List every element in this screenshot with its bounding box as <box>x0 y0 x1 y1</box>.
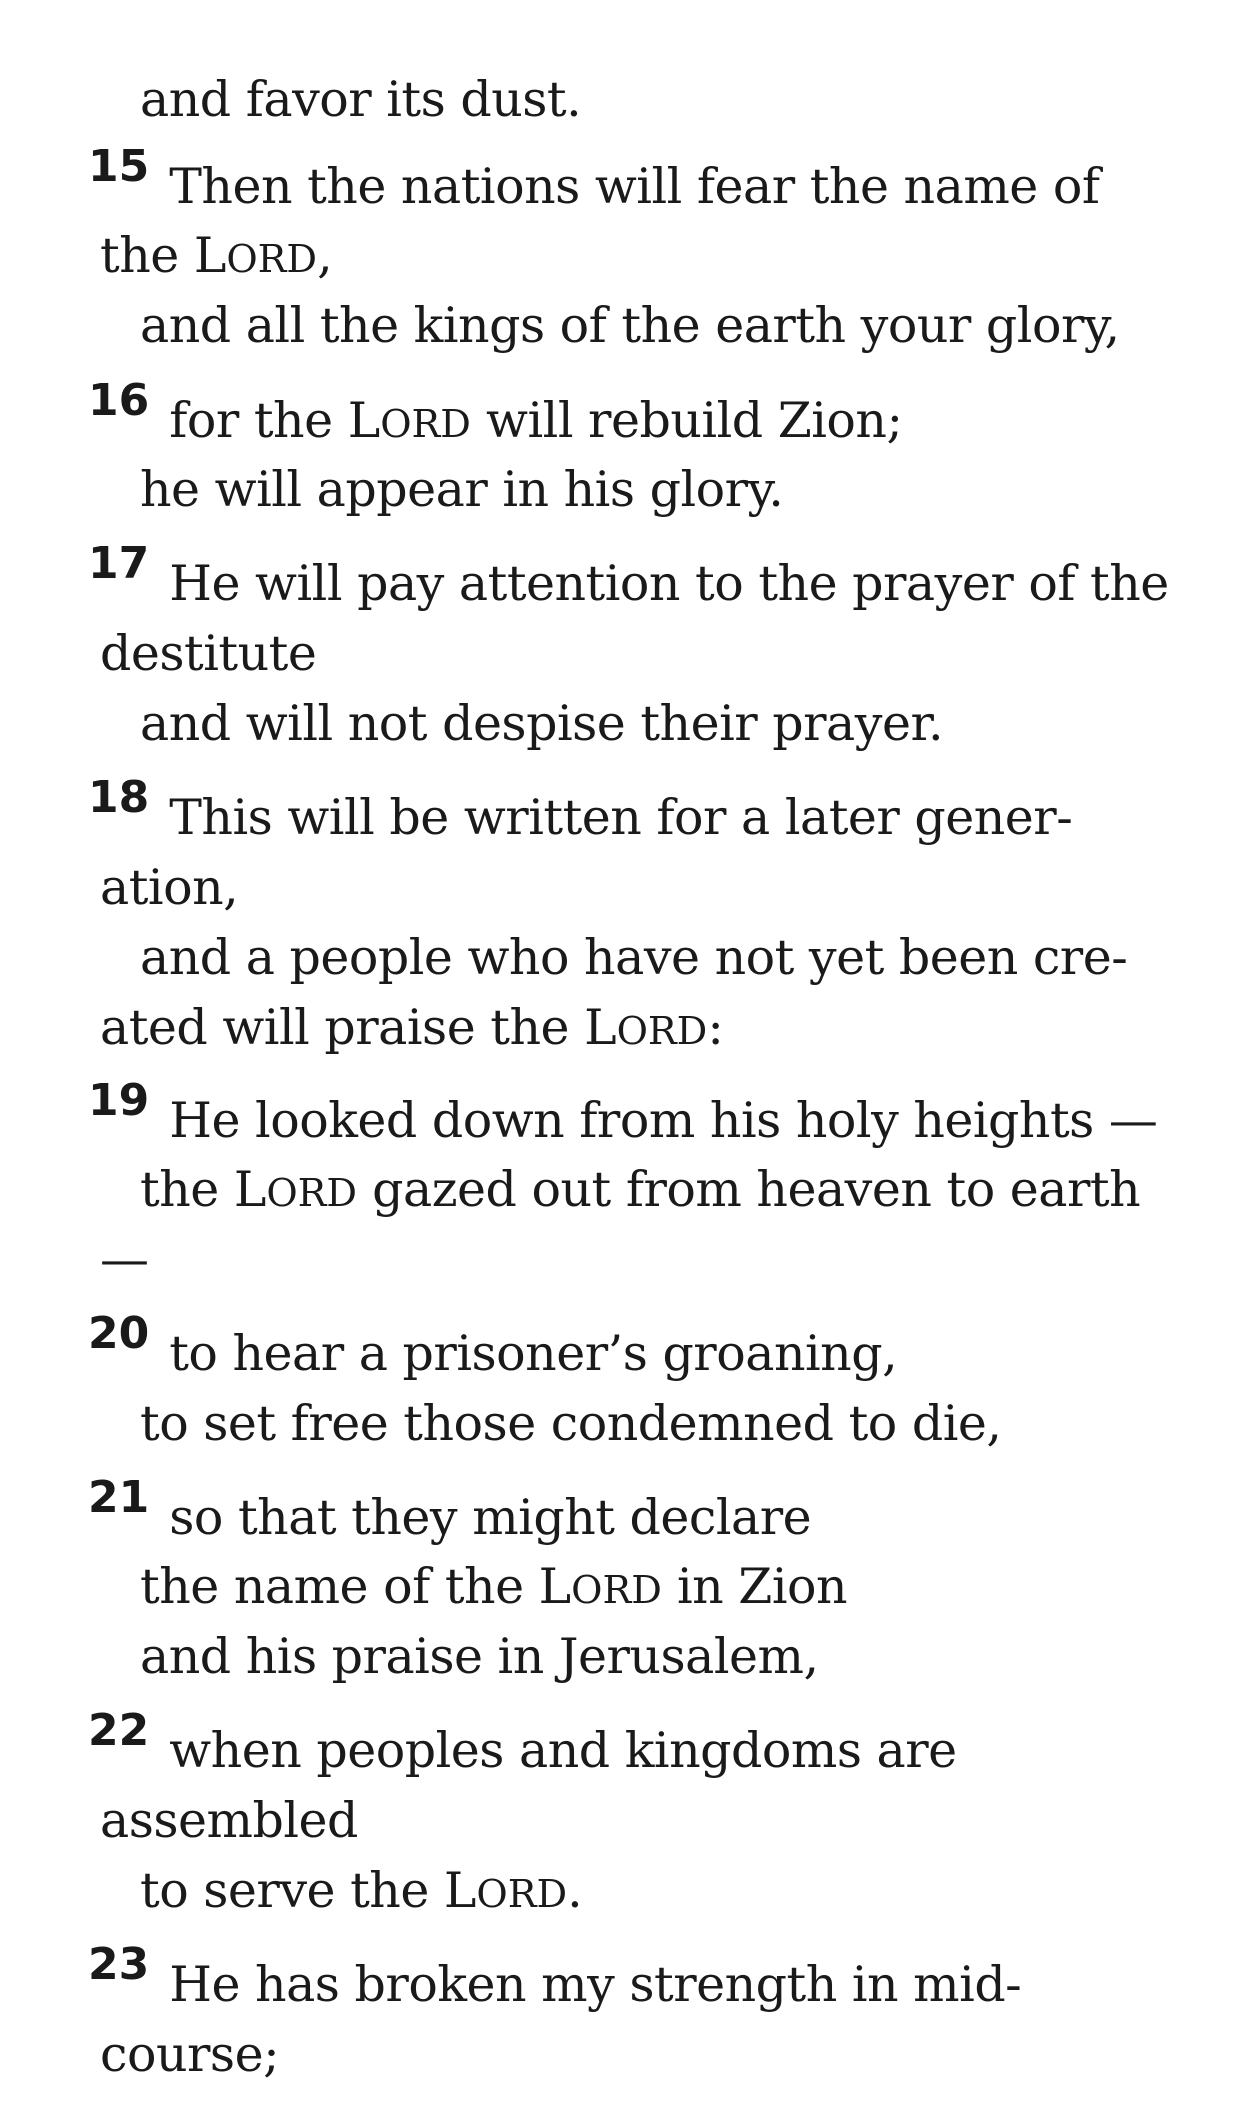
verse-line <box>140 1160 1140 1224</box>
verse-19-line <box>88 1075 1158 1153</box>
verse-line <box>140 694 943 754</box>
verse-line <box>140 296 1120 356</box>
verse-line <box>140 928 1127 988</box>
divine-name: LORD <box>443 1862 568 1919</box>
verse-18-line <box>88 772 1073 850</box>
verse-number: 20 <box>88 1308 150 1359</box>
verse-number: 18 <box>88 772 150 823</box>
verse-text: . <box>567 1862 583 1919</box>
verse-line <box>100 226 332 290</box>
verse-text: will rebuild Zion; <box>470 392 903 449</box>
verse-text: and favor its dust. <box>140 71 582 128</box>
verse-number: 19 <box>88 1075 150 1126</box>
verse-16-line <box>88 375 903 455</box>
divine-name: LORD <box>538 1558 662 1615</box>
verse-21-line <box>88 1472 812 1550</box>
verse-text: ated will praise the <box>100 999 585 1056</box>
verse-number: 16 <box>88 375 150 426</box>
verse-line <box>140 1394 1002 1454</box>
verse-23-line <box>88 1939 1022 2017</box>
verse-text: he will appear in his glory. <box>140 461 784 518</box>
verse-line <box>100 998 723 1062</box>
verse-line <box>100 624 316 684</box>
verse-20-line <box>88 1308 898 1386</box>
verse-line <box>100 1230 149 1290</box>
verse-text: the <box>100 227 194 284</box>
verse-line <box>100 1791 358 1851</box>
verse-22-line <box>88 1705 957 1783</box>
verse-line <box>100 858 238 918</box>
verse-text: : <box>707 999 724 1056</box>
verse-text: This will be written for a later gener- <box>169 789 1073 846</box>
verse-text: to set free those condemned to die, <box>140 1395 1002 1452</box>
verse-number: 21 <box>88 1472 150 1523</box>
verse-text: gazed out from heaven to earth <box>357 1161 1141 1218</box>
verse-text: and will not despise their prayer. <box>140 695 944 752</box>
verse-text: assembled <box>100 1792 358 1849</box>
verse-text: course; <box>100 2026 280 2083</box>
verse-text: to hear a prisoner’s groaning, <box>169 1325 898 1382</box>
verse-line <box>140 1861 582 1925</box>
divine-name: LORD <box>584 999 708 1056</box>
verse-17-line <box>88 538 1169 616</box>
verse-line <box>140 1627 819 1687</box>
divine-name: LORD <box>193 227 318 284</box>
verse-text: He looked down from his holy heights — <box>169 1092 1158 1149</box>
verse-number: 23 <box>88 1939 150 1990</box>
verse-text: the <box>140 1161 234 1218</box>
verse-line <box>140 460 783 520</box>
verse-line <box>140 1557 847 1621</box>
verse-15-line <box>88 141 1100 219</box>
verse-text: the name of the <box>140 1558 539 1615</box>
verse-line <box>140 70 581 130</box>
verse-text: He has broken my strength in mid- <box>169 1956 1022 2013</box>
verse-text: He will pay attention to the prayer of the <box>169 555 1169 612</box>
verse-text: Then the nations will fear the name of <box>169 158 1100 215</box>
verse-text: for the <box>169 392 348 449</box>
verse-text: destitute <box>100 625 317 682</box>
verse-text: ation, <box>100 859 239 916</box>
verse-text: when peoples and kingdoms are <box>169 1722 957 1779</box>
verse-text: in Zion <box>661 1558 848 1615</box>
verse-text: — <box>100 1231 149 1288</box>
verse-text: and a people who have not yet been cre- <box>140 929 1128 986</box>
verse-text: so that they might declare <box>169 1489 812 1546</box>
verse-number: 17 <box>88 538 150 589</box>
verse-number: 15 <box>88 141 150 192</box>
verse-text: to serve the <box>140 1862 444 1919</box>
verse-number: 22 <box>88 1705 150 1756</box>
divine-name: LORD <box>347 392 471 449</box>
verse-line <box>100 2025 279 2085</box>
verse-text: , <box>317 227 333 284</box>
verse-text: and all the kings of the earth your glory, <box>140 297 1120 354</box>
divine-name: LORD <box>233 1161 358 1218</box>
verse-text: and his praise in Jerusalem, <box>140 1628 819 1685</box>
